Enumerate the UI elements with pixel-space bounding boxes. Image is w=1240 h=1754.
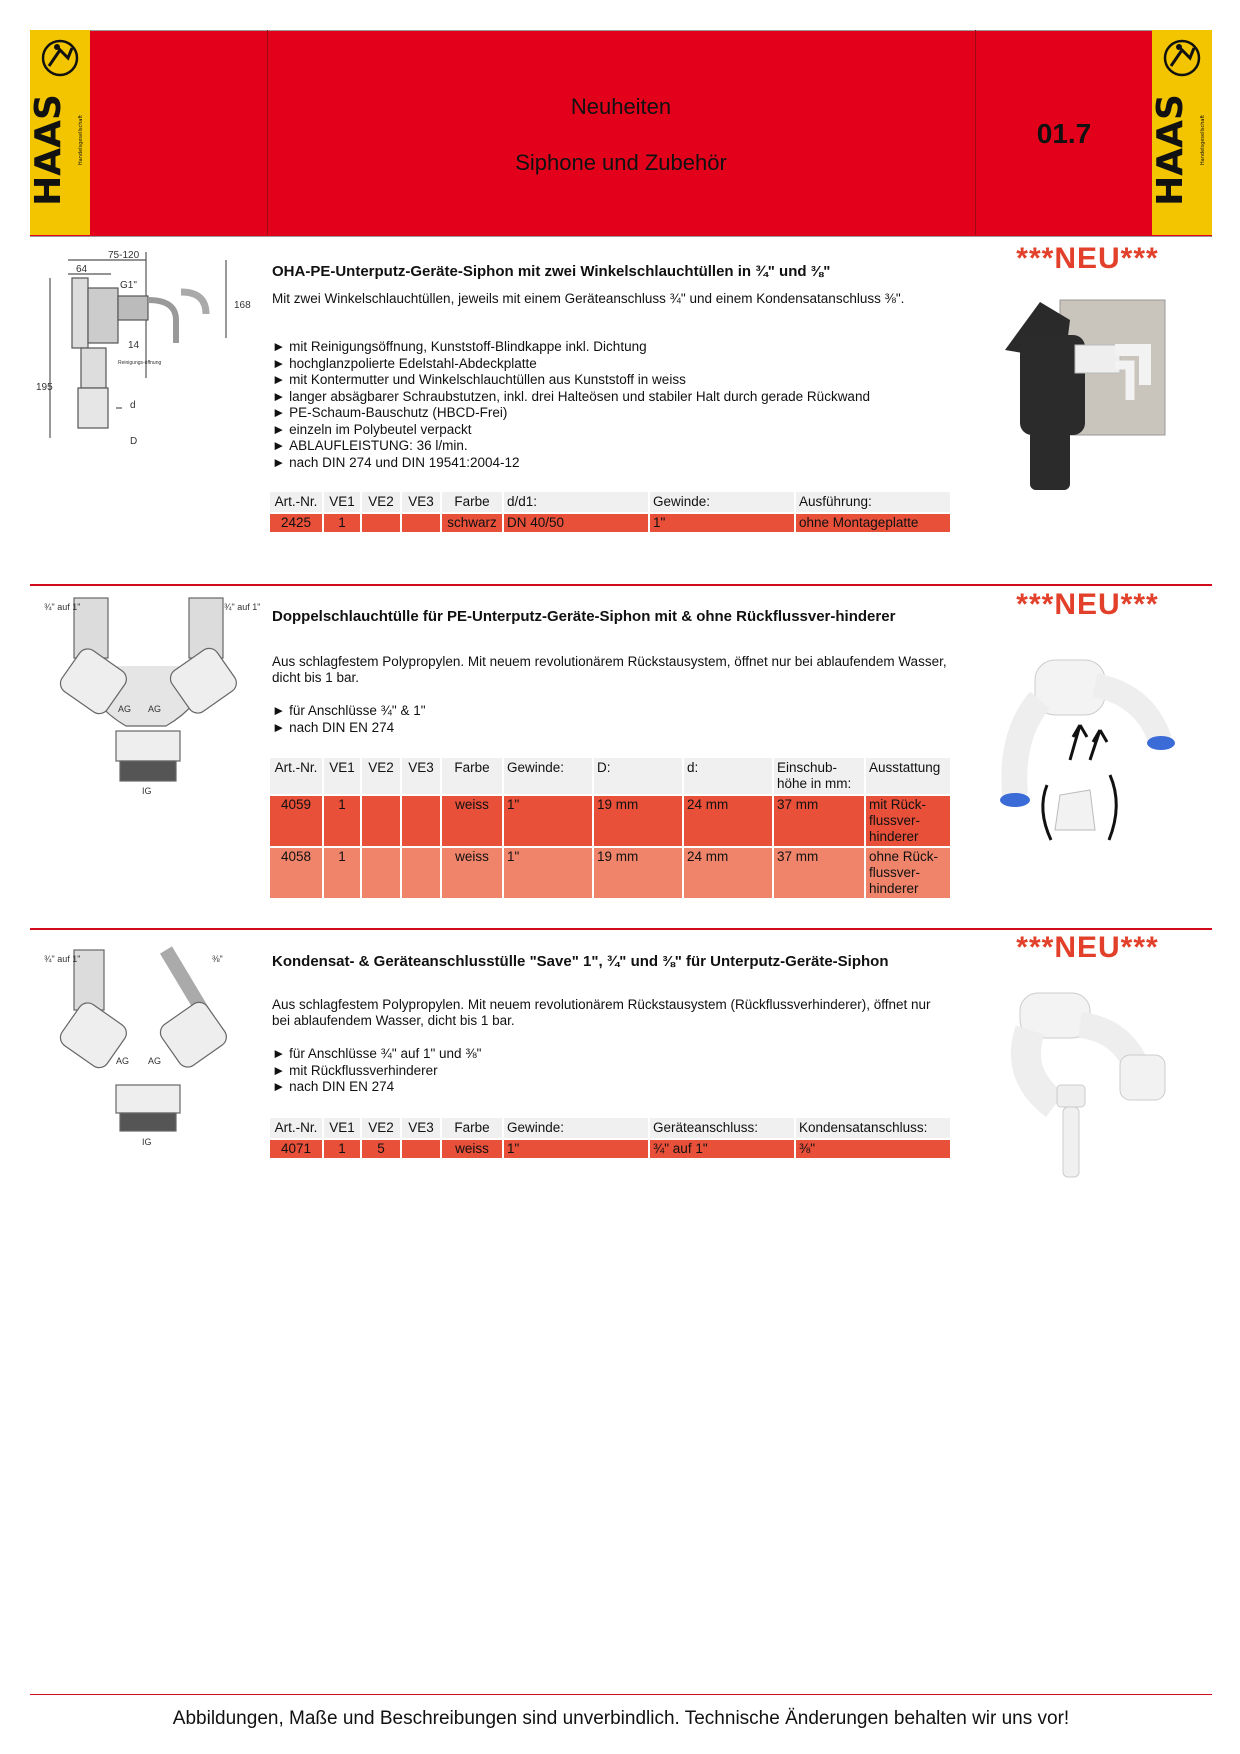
feature-item: ► nach DIN EN 274 <box>272 1079 952 1096</box>
haas-logo-right <box>1152 30 1212 235</box>
table-cell: 37 mm <box>774 796 864 846</box>
table-cell <box>402 796 440 846</box>
header-subtitle: Siphone und Zubehör <box>515 150 727 175</box>
col-header: VE3 <box>402 1118 440 1138</box>
dim-label: 168 <box>234 300 251 311</box>
col-header: Farbe <box>442 758 502 794</box>
col-header: Geräteanschluss: <box>650 1118 794 1138</box>
table-cell: 4059 <box>270 796 322 846</box>
feature-item: ► für Anschlüsse ¾" auf 1" und ⅜" <box>272 1046 952 1063</box>
table-row <box>270 1140 950 1158</box>
feature-item: ► mit Kontermutter und Winkelschlauchtüllen aus Kunststoff in weiss <box>272 372 952 389</box>
col-header: VE2 <box>362 492 400 512</box>
product-photo-double-hose <box>985 645 1190 855</box>
dim-label: D <box>130 436 138 447</box>
table-cell: mit Rück-flussver-hinderer <box>866 796 950 846</box>
table-cell: 1" <box>650 514 794 532</box>
table-cell: ⅜" <box>796 1140 950 1158</box>
table-cell: 4058 <box>270 848 322 898</box>
table-cell: 24 mm <box>684 796 772 846</box>
logo-subtext-right: Handelsgesellschaft <box>1200 114 1206 166</box>
table-cell: 1" <box>504 1140 648 1158</box>
technical-drawing-condensate <box>36 940 261 1150</box>
table-cell <box>362 514 400 532</box>
col-header: Farbe <box>442 1118 502 1138</box>
product-description: Aus schlagfestem Polypropylen. Mit neuem revolutionärem Rückstausystem, öffnet nur bei ablaufendem Wasser, dicht bis 1 bar. <box>272 654 947 685</box>
feature-item: ► langer absägbarer Schraubstutzen, inkl. drei Halteösen und stabiler Halt durch gerade Rückwand <box>272 389 952 406</box>
col-header: Kondensatanschluss: <box>796 1118 950 1138</box>
spec-table <box>268 1116 952 1160</box>
dim-label: AG <box>116 1056 130 1066</box>
table-cell: 19 mm <box>594 848 682 898</box>
feature-item: ► für Anschlüsse ¾" & 1" <box>272 703 952 720</box>
col-header: d/d1: <box>504 492 648 512</box>
technical-drawing-double-hose <box>36 596 261 801</box>
table-cell: ¾" auf 1" <box>650 1140 794 1158</box>
col-header: Art.-Nr. <box>270 1118 322 1138</box>
table-cell: 1 <box>324 848 360 898</box>
table-cell: weiss <box>442 796 502 846</box>
table-cell: 1 <box>324 796 360 846</box>
logo-text-right: HAAS <box>1152 94 1191 206</box>
table-row <box>270 848 950 898</box>
dim-label: 195 <box>36 382 53 393</box>
table-cell: 24 mm <box>684 848 772 898</box>
table-cell: 1 <box>324 1140 360 1158</box>
spec-table <box>268 756 952 900</box>
dim-label: 14 <box>128 340 140 351</box>
col-header: D: <box>594 758 682 794</box>
feature-item: ► einzeln im Polybeutel verpackt <box>272 422 952 439</box>
product-photo-siphon <box>985 290 1190 505</box>
dim-label: AG <box>118 704 132 714</box>
new-badge: ***NEU*** <box>1016 242 1159 275</box>
logo-text: HAAS <box>30 94 69 206</box>
header-title: Neuheiten <box>570 94 672 119</box>
dim-label: G1" <box>120 280 137 291</box>
table-cell: schwarz <box>442 514 502 532</box>
dim-label: 75-120 <box>108 250 140 261</box>
col-header: VE2 <box>362 1118 400 1138</box>
col-header: VE1 <box>324 492 360 512</box>
col-header: Farbe <box>442 492 502 512</box>
table-cell: 1" <box>504 848 592 898</box>
table-cell: ohne Rück-flussver-hinderer <box>866 848 950 898</box>
product-description: Aus schlagfestem Polypropylen. Mit neuem revolutionärem Rückstausystem (Rückflussverhinderer), öffnet nur bei ablaufendem Wasser, dicht bis 1 bar. <box>272 997 931 1028</box>
product-title: OHA-PE-Unterputz-Geräte-Siphon mit zwei Winkelschlauchtüllen in ¾" und ⅜" <box>272 263 831 280</box>
table-cell: 2425 <box>270 514 322 532</box>
dim-label: ¾" auf 1" <box>224 602 261 612</box>
table-cell: 37 mm <box>774 848 864 898</box>
table-cell: 5 <box>362 1140 400 1158</box>
table-cell: 1 <box>324 514 360 532</box>
dim-label: AG <box>148 1056 162 1066</box>
new-badge: ***NEU*** <box>1016 931 1159 964</box>
col-header: d: <box>684 758 772 794</box>
dim-label: ¾" auf 1" <box>44 954 81 964</box>
col-header: VE2 <box>362 758 400 794</box>
col-header: Art.-Nr. <box>270 492 322 512</box>
dim-label: AG <box>148 704 162 714</box>
table-cell: DN 40/50 <box>504 514 648 532</box>
col-header: VE1 <box>324 1118 360 1138</box>
dim-label: 64 <box>76 264 88 275</box>
feature-item: ► mit Rückflussverhinderer <box>272 1063 952 1080</box>
feature-list <box>272 1046 952 1096</box>
table-cell: ohne Montageplatte <box>796 514 950 532</box>
spec-table <box>268 490 952 534</box>
product-description: Mit zwei Winkelschlauchtüllen, jeweils mit einem Geräteanschluss ¾" und einem Kondensatanschluss ⅜". <box>272 291 905 306</box>
haas-logo <box>30 30 90 235</box>
dim-label: IG <box>142 786 152 796</box>
product-photo-condensate <box>985 985 1190 1195</box>
logo-subtext: Handelsgesellschaft <box>78 114 84 166</box>
new-badge: ***NEU*** <box>1016 588 1159 621</box>
feature-list <box>272 339 952 471</box>
product-title: Doppelschlauchtülle für PE-Unterputz-Geräte-Siphon mit & ohne Rückflussver-hinderer <box>272 608 896 625</box>
dim-label: IG <box>142 1137 152 1147</box>
feature-item: ► PE-Schaum-Bauschutz (HBCD-Frei) <box>272 405 952 422</box>
table-row <box>270 514 950 532</box>
table-cell <box>402 514 440 532</box>
table-cell <box>402 1140 440 1158</box>
col-header: VE1 <box>324 758 360 794</box>
dim-label: ⅜" <box>212 954 223 964</box>
col-header: VE3 <box>402 492 440 512</box>
section-divider <box>30 928 1212 930</box>
table-cell: 19 mm <box>594 796 682 846</box>
dim-label: d <box>130 400 136 411</box>
col-header: Gewinde: <box>650 492 794 512</box>
footer-disclaimer: Abbildungen, Maße und Beschreibungen sind unverbindlich. Technische Änderungen behalten wir uns vor! <box>172 1708 1070 1729</box>
product-title: Kondensat- & Geräteanschlusstülle "Save" 1", ¾" und ⅜" für Unterputz-Geräte-Siphon <box>272 953 889 970</box>
page-number: 01.7 <box>1036 118 1092 149</box>
feature-item: ► mit Reinigungsöffnung, Kunststoff-Blindkappe inkl. Dichtung <box>272 339 952 356</box>
table-cell: 1" <box>504 796 592 846</box>
feature-list <box>272 703 952 736</box>
col-header: Einschub-höhe in mm: <box>774 758 864 794</box>
col-header: Art.-Nr. <box>270 758 322 794</box>
dim-label: Reinigungs-öffnung <box>118 360 162 366</box>
table-cell: weiss <box>442 1140 502 1158</box>
table-cell <box>362 848 400 898</box>
table-row <box>270 796 950 846</box>
col-header: Ausführung: <box>796 492 950 512</box>
col-header: Ausstattung <box>866 758 950 794</box>
dim-label: ¾" auf 1" <box>44 602 81 612</box>
table-cell <box>362 796 400 846</box>
section-divider <box>30 584 1212 586</box>
table-cell <box>402 848 440 898</box>
technical-drawing-siphon <box>36 248 261 468</box>
feature-item: ► nach DIN EN 274 <box>272 720 952 737</box>
col-header: Gewinde: <box>504 1118 648 1138</box>
feature-item: ► ABLAUFLEISTUNG: 36 l/min. <box>272 438 952 455</box>
table-cell: 4071 <box>270 1140 322 1158</box>
feature-item: ► hochglanzpolierte Edelstahl-Abdeckplatte <box>272 356 952 373</box>
footer-divider <box>30 1694 1212 1695</box>
header-divider <box>267 30 268 235</box>
col-header: VE3 <box>402 758 440 794</box>
feature-item: ► nach DIN 274 und DIN 19541:2004-12 <box>272 455 952 472</box>
table-cell: weiss <box>442 848 502 898</box>
col-header: Gewinde: <box>504 758 592 794</box>
